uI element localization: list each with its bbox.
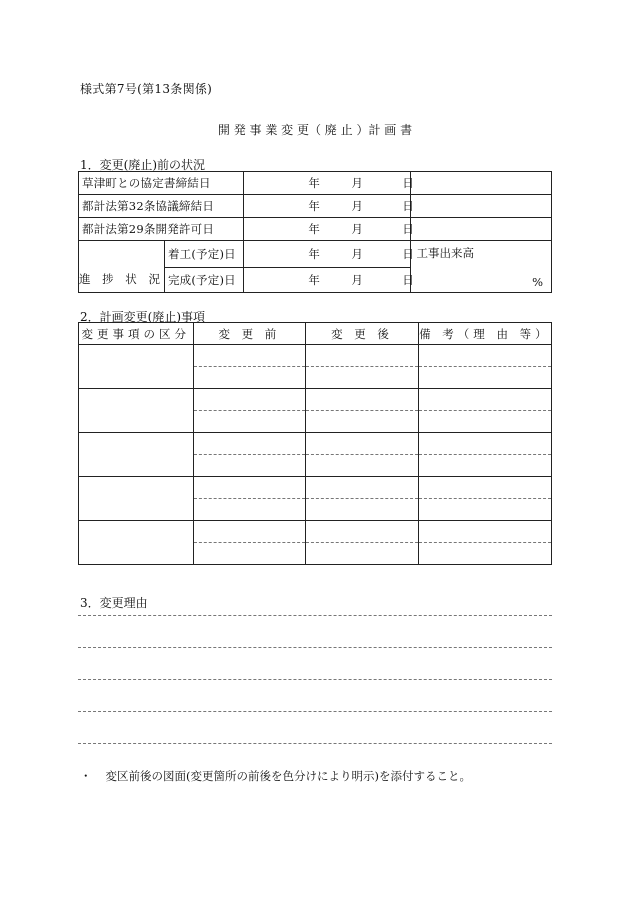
after-cell[interactable] [306,345,419,367]
remarks-cell[interactable] [418,543,551,565]
after-cell[interactable] [306,367,419,389]
category-cell[interactable] [79,345,194,389]
category-cell[interactable] [79,477,194,521]
day-unit: 日 [402,176,414,190]
after-cell[interactable] [306,543,419,565]
day-unit: 日 [402,222,414,236]
remarks-cell[interactable] [418,345,551,367]
remarks-cell[interactable] [418,521,551,543]
document-title: 開 発 事 業 変 更（ 廃 止 ）計 画 書 [217,123,413,137]
table-header-row [79,323,552,345]
work-progress-percent[interactable]: % [410,267,551,293]
remarks-cell[interactable] [418,433,551,455]
status-table [78,171,552,293]
header-remarks: 備 考（理 由 等） [418,323,551,345]
reason-line[interactable] [78,679,552,680]
reason-line[interactable] [78,743,552,744]
bullet: ・ [80,769,92,783]
agreement-row [79,172,552,195]
year-unit: 年 [308,199,320,213]
permit-date-field[interactable] [244,218,414,241]
remarks-cell[interactable] [418,499,551,521]
year-unit: 年 [308,246,320,261]
before-cell[interactable] [193,455,306,477]
permit-date-label: 都計法第29条開発許可日 [79,218,244,241]
attachment-note [80,768,471,784]
header-before: 変 更 前 [193,323,306,345]
remarks-cell[interactable] [418,367,551,389]
remarks-cell[interactable] [418,411,551,433]
day-unit: 日 [402,246,414,261]
after-cell[interactable] [306,477,419,499]
category-cell[interactable] [79,521,194,565]
day-unit: 日 [402,272,414,287]
after-cell[interactable] [306,433,419,455]
remarks-cell[interactable] [418,389,551,411]
remarks-cell[interactable] [418,455,551,477]
start-row [79,241,552,268]
form-number: 様式第7号(第13条関係) [80,82,213,96]
after-cell[interactable] [306,521,419,543]
after-cell[interactable] [306,455,419,477]
header-after: 変 更 後 [306,323,419,345]
header-category: 変更事項の区分 [79,323,194,345]
agreement-memo-field[interactable] [410,172,551,195]
reason-line[interactable] [78,647,552,648]
after-cell[interactable] [306,411,419,433]
consultation-date-label: 都計法第32条協議締結日 [79,195,244,218]
month-unit: 月 [351,246,363,261]
day-unit: 日 [402,199,414,213]
table-row [79,433,552,455]
month-unit: 月 [351,199,363,213]
table-row [79,521,552,543]
section-1-heading: 1．変更(廃止)前の状況 [80,158,205,172]
agreement-date-label: 草津町との協定書締結日 [79,172,244,195]
note-text: 変区前後の図面(変更箇所の前後を色分けにより明示)を添付すること。 [105,769,471,783]
consultation-date-field[interactable] [244,195,414,218]
month-unit: 月 [351,176,363,190]
reason-line[interactable] [78,711,552,712]
start-date-field[interactable] [244,241,414,268]
category-cell[interactable] [79,389,194,433]
table-row [79,389,552,411]
permit-memo-field[interactable] [410,218,551,241]
before-cell[interactable] [193,433,306,455]
before-cell[interactable] [193,543,306,565]
table-row [79,345,552,367]
start-date-label: 着工(予定)日 [164,241,243,268]
agreement-date-field[interactable] [244,172,414,195]
before-cell[interactable] [193,367,306,389]
section-3-heading: 3．変更理由 [80,596,148,610]
month-unit: 月 [351,272,363,287]
year-unit: 年 [308,176,320,190]
remarks-cell[interactable] [418,477,551,499]
progress-label: 進 捗 状 況 [79,241,165,293]
before-cell[interactable] [193,389,306,411]
table-row [79,477,552,499]
before-cell[interactable] [193,411,306,433]
year-unit: 年 [308,272,320,287]
finish-date-label: 完成(予定)日 [164,267,243,293]
permit-row [79,218,552,241]
finish-date-field[interactable] [244,267,414,293]
before-cell[interactable] [193,477,306,499]
reason-line[interactable] [78,615,552,616]
month-unit: 月 [351,222,363,236]
after-cell[interactable] [306,389,419,411]
consultation-row [79,195,552,218]
before-cell[interactable] [193,499,306,521]
work-progress-label: 工事出来高 [410,241,551,268]
before-cell[interactable] [193,521,306,543]
category-cell[interactable] [79,433,194,477]
change-items-table [78,322,552,565]
after-cell[interactable] [306,499,419,521]
before-cell[interactable] [193,345,306,367]
consultation-memo-field[interactable] [410,195,551,218]
section-2-heading: 2．計画変更(廃止)事項 [80,310,205,324]
year-unit: 年 [308,222,320,236]
